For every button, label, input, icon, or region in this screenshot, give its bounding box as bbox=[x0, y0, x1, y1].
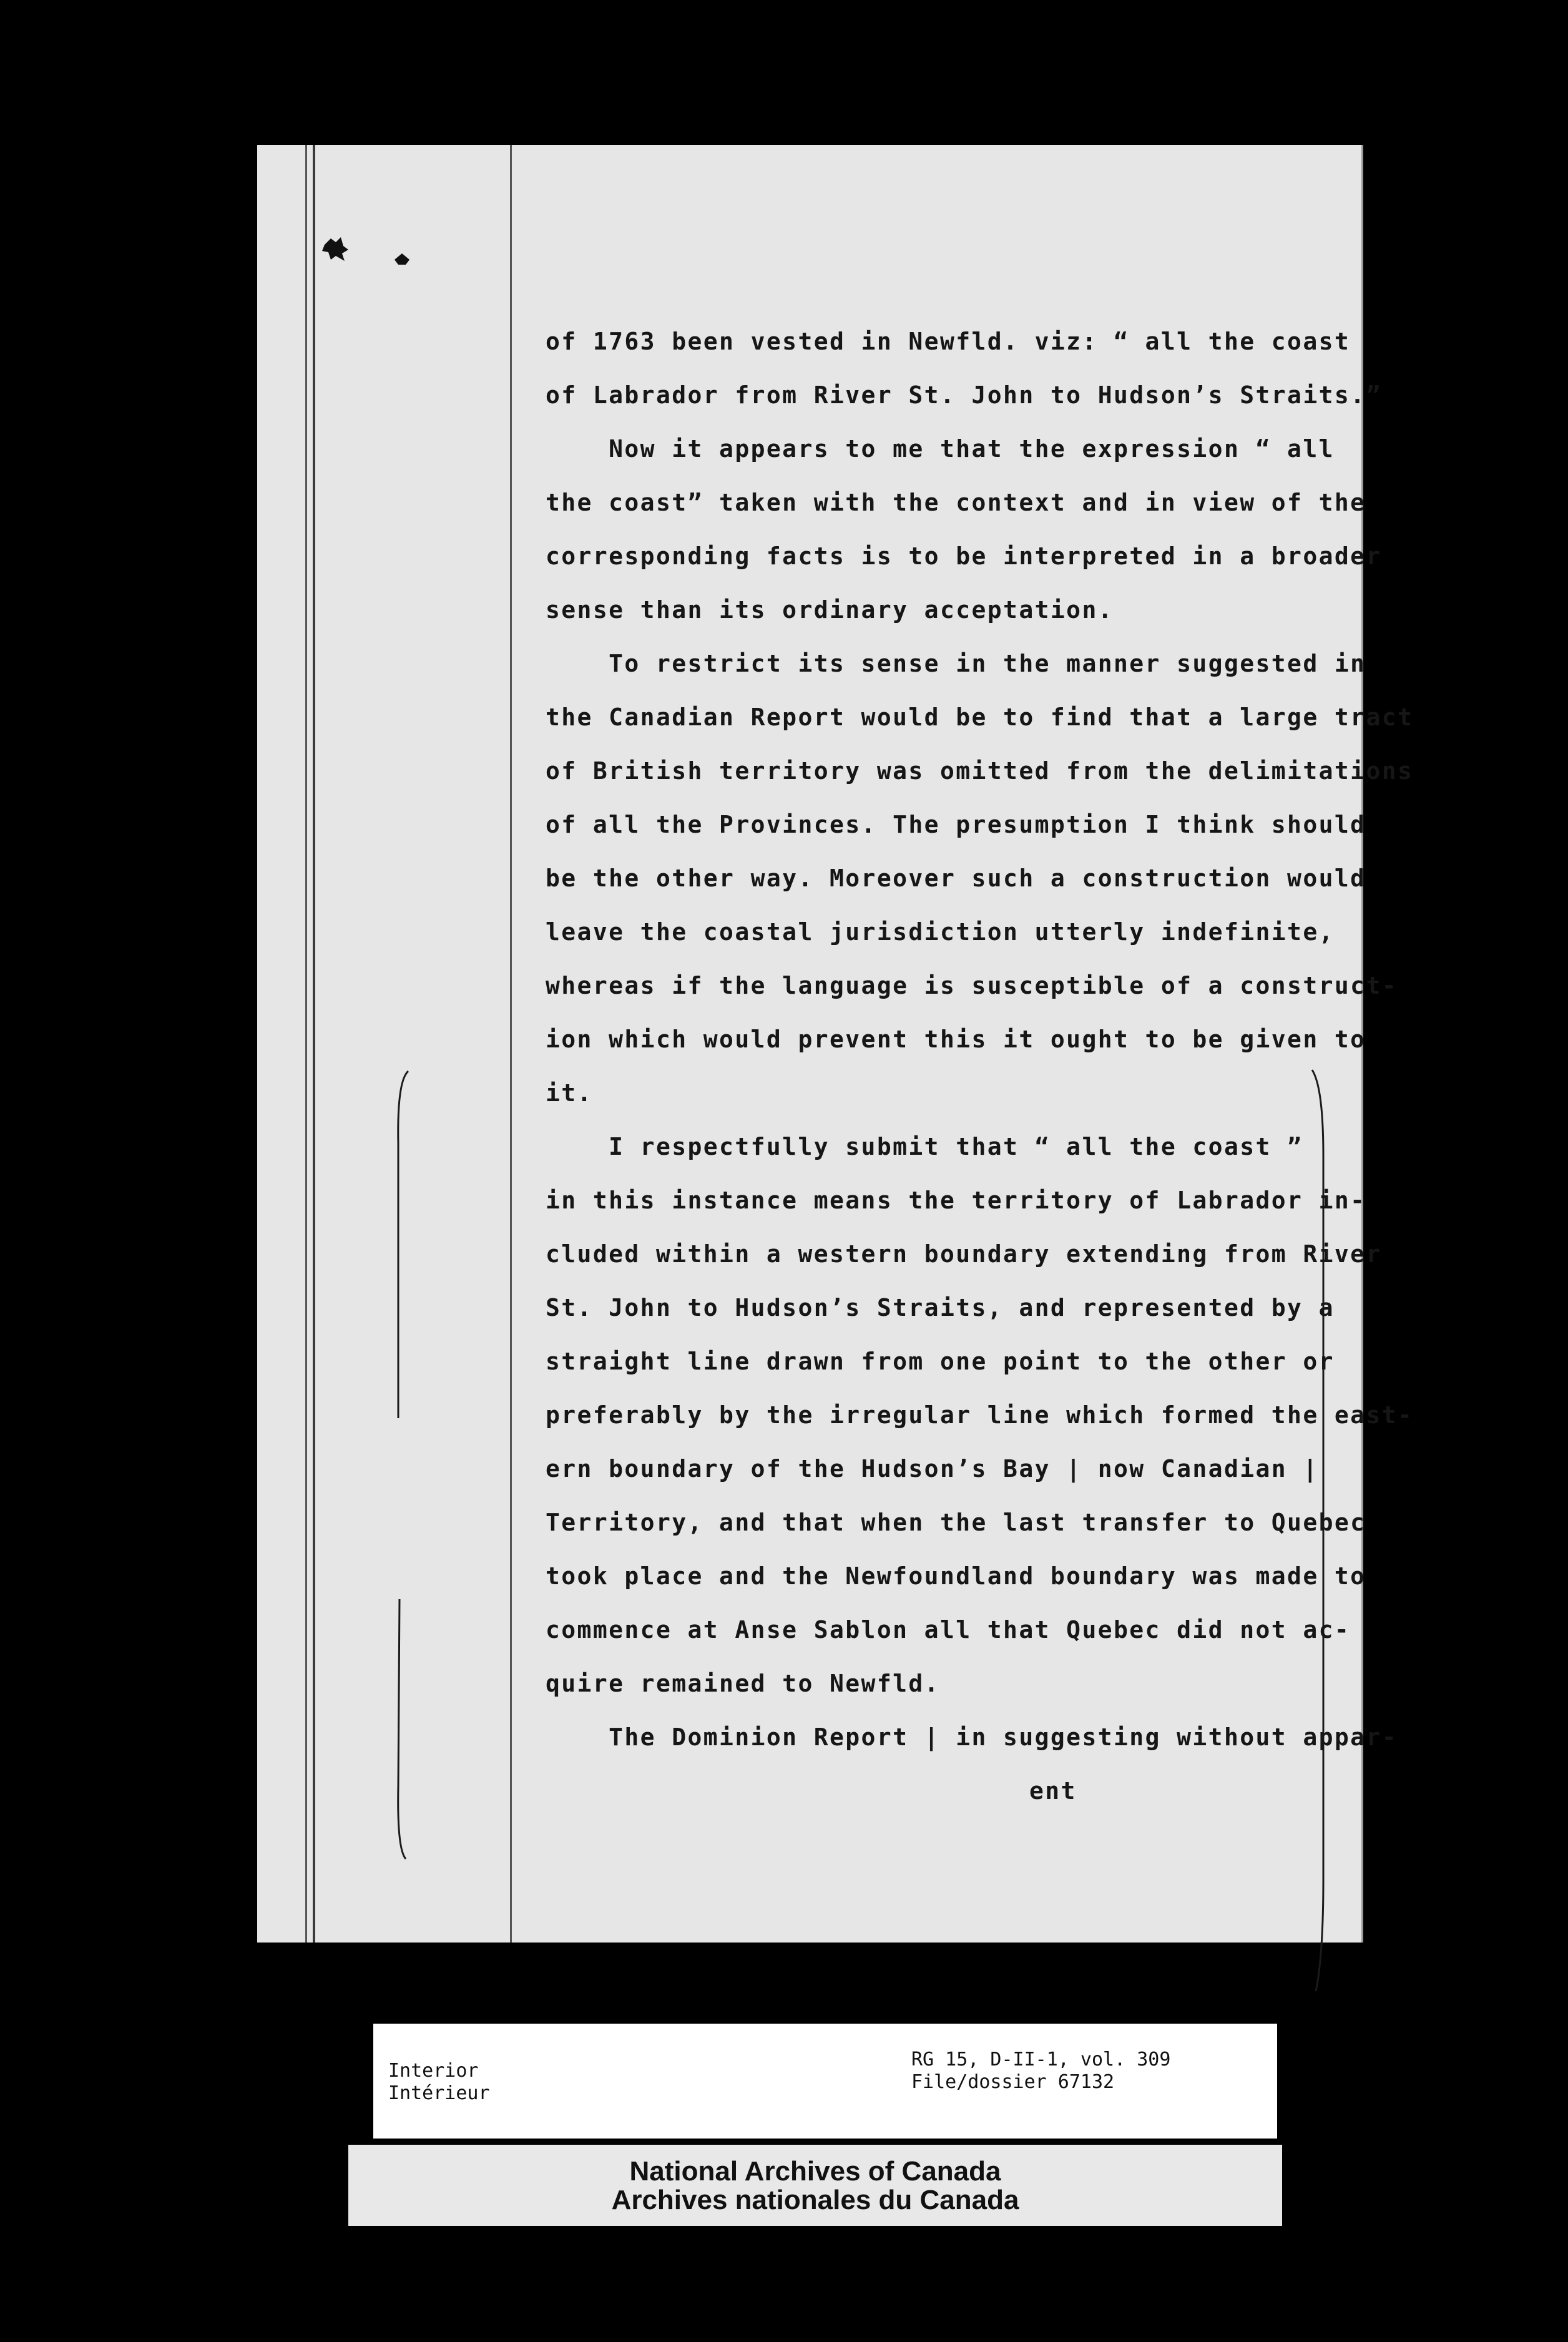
text-line: St. John to Hudson’s Straits, and represented by a bbox=[546, 1294, 1335, 1321]
text-line: I respectfully submit that “ all the coast ” bbox=[546, 1133, 1303, 1160]
text-line: whereas if the language is susceptible of a construct- bbox=[546, 972, 1398, 999]
text-line: in this instance means the territory of Labrador in- bbox=[546, 1187, 1366, 1214]
document-page bbox=[257, 145, 1414, 1943]
text-line: took place and the Newfoundland boundary was made to bbox=[546, 1562, 1366, 1590]
text-line: preferably by the irregular line which formed the east- bbox=[546, 1401, 1414, 1429]
text-line: To restrict its sense in the manner suggested in bbox=[546, 650, 1366, 677]
margin-rule bbox=[313, 145, 315, 1943]
text-line: be the other way. Moreover such a construction would bbox=[546, 865, 1366, 892]
file-reference bbox=[911, 2049, 1170, 2094]
record-group-ref: RG 15, D-II-1, vol. 309 bbox=[911, 2049, 1171, 2070]
text-line: cluded within a western boundary extending from River bbox=[546, 1240, 1382, 1268]
text-line: The Dominion Report | in suggesting without appar- bbox=[546, 1723, 1398, 1751]
text-line: of British territory was omitted from the delimitations bbox=[546, 757, 1414, 785]
archive-name-en: National Archives of Canada bbox=[629, 2156, 1001, 2187]
text-line: quire remained to Newfld. bbox=[546, 1670, 940, 1697]
text-line: Territory, and that when the last transfer to Quebec bbox=[546, 1509, 1366, 1536]
text-line: of all the Provinces. The presumption I think should bbox=[546, 811, 1366, 838]
text-line: it. bbox=[546, 1079, 593, 1107]
margin-rule bbox=[510, 145, 512, 1943]
text-line: Now it appears to me that the expression “ all bbox=[546, 435, 1335, 463]
text-line: corresponding facts is to be interpreted in a broader bbox=[546, 542, 1382, 570]
department-en: Interior bbox=[388, 2060, 479, 2082]
text-line: sense than its ordinary acceptation. bbox=[546, 596, 1114, 624]
margin-bracket-left bbox=[393, 1069, 412, 1861]
archive-name-fr: Archives nationales du Canada bbox=[611, 2185, 1019, 2215]
typewritten-text bbox=[546, 315, 1568, 1818]
text-line: commence at Anse Sablon all that Quebec did not ac- bbox=[546, 1616, 1351, 1644]
margin-rule bbox=[305, 145, 307, 1943]
ink-blot-mark bbox=[320, 232, 351, 263]
text-line: straight line drawn from one point to the other or bbox=[546, 1348, 1335, 1375]
text-line: ern boundary of the Hudson’s Bay | now Canadian | bbox=[546, 1455, 1319, 1482]
ink-dot-mark bbox=[393, 252, 411, 266]
archive-reference-label bbox=[373, 2024, 1277, 2139]
file-number: File/dossier 67132 bbox=[911, 2071, 1115, 2093]
continuation-word: ent bbox=[1029, 1777, 1077, 1805]
text-line: leave the coastal jurisdiction utterly indefinite, bbox=[546, 918, 1335, 946]
archive-banner bbox=[348, 2145, 1282, 2226]
text-line: of Labrador from River St. John to Hudson’s Straits.” bbox=[546, 381, 1382, 409]
text-line: the coast” taken with the context and in view of the bbox=[546, 489, 1366, 516]
text-line: ion which would prevent this it ought to be given to bbox=[546, 1026, 1366, 1053]
department-fr: Intérieur bbox=[388, 2082, 490, 2104]
department-label bbox=[388, 2060, 490, 2105]
text-line: the Canadian Report would be to find that a large tract bbox=[546, 703, 1414, 731]
text-line: of 1763 been vested in Newfld. viz: “ all the coast bbox=[546, 328, 1351, 355]
